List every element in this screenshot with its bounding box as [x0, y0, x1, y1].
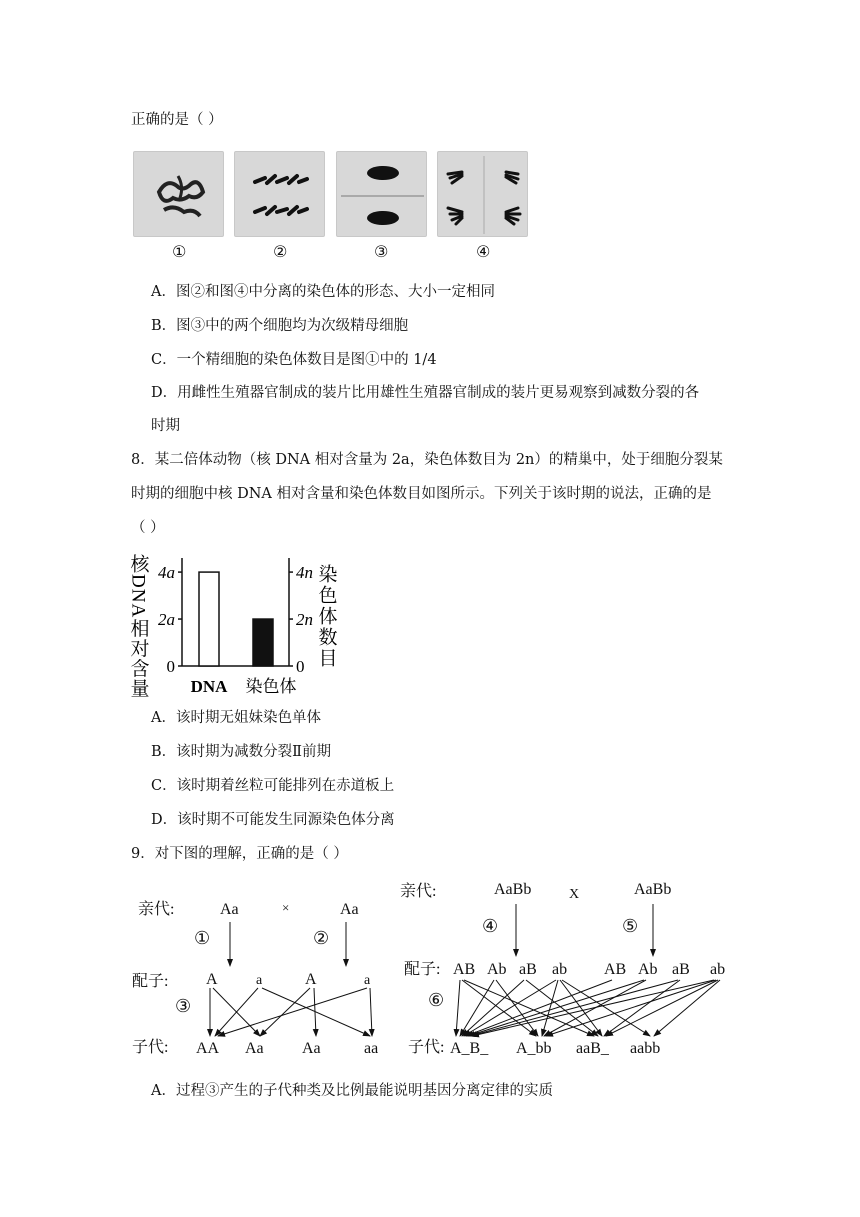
- cell-image-1: [133, 151, 224, 237]
- gamete-4: a: [364, 973, 371, 988]
- right-tick-label: 4n: [296, 563, 313, 583]
- gamete-5: AB: [604, 961, 627, 978]
- q8-stem-line2: 时期的细胞中核 DNA 相对含量和染色体数目如图所示。下列关于该时期的说法，正确的是: [131, 486, 712, 502]
- step-label-3: ③: [175, 996, 192, 1016]
- offspring-2: Aa: [245, 1040, 264, 1057]
- gamete-row-label: 配子:: [404, 961, 441, 978]
- q8-stem-line3: （ ）: [131, 520, 165, 536]
- left-tick-label: 4a: [158, 563, 175, 583]
- offspring-3: aaB_: [576, 1040, 609, 1057]
- q7-option-b: B．图③中的两个细胞均为次级精母细胞: [151, 318, 409, 334]
- step-label-1: ①: [194, 928, 211, 948]
- cross-symbol: ×: [282, 900, 290, 915]
- bar-2: [253, 619, 273, 666]
- q7-option-c: C．一个精细胞的染色体数目是图①中的 1/4: [151, 352, 437, 368]
- cell-image-4: [437, 151, 528, 237]
- gamete-4: ab: [552, 961, 568, 978]
- step-label-4: ④: [482, 916, 499, 936]
- q8-option-c: C．该时期着丝粒可能排列在赤道板上: [151, 778, 395, 794]
- q9-option-a: A．过程③产生的子代种类及比例最能说明基因分离定律的实质: [151, 1083, 553, 1099]
- offspring-row-label: 子代:: [408, 1039, 445, 1056]
- fig-label-1: ①: [172, 242, 187, 261]
- fig-label-2: ②: [273, 242, 288, 261]
- q8-stem-line1: 8．某二倍体动物（核 DNA 相对含量为 2a，染色体数目为 2n）的精巢中，处于细胞分裂某: [131, 452, 723, 468]
- gamete-1: A: [206, 971, 218, 988]
- left-tick-label: 2a: [158, 610, 175, 630]
- q7-cell-figures: [131, 150, 531, 265]
- gamete-1: AB: [453, 961, 476, 978]
- right-axis-label: 染色体数目: [315, 564, 337, 669]
- gamete-3: A: [305, 971, 317, 988]
- bar-1: [199, 572, 219, 666]
- parent-row-label: 亲代:: [138, 901, 175, 918]
- offspring-row-label: 子代:: [132, 1039, 169, 1056]
- q7-option-d: D．用雌性生殖器官制成的装片比用雄性生殖器官制成的装片更易观察到减数分裂的各: [151, 385, 700, 401]
- q9-left-diagram: [130, 890, 400, 1065]
- right-tick-label: 0: [296, 657, 305, 676]
- q7-stem-tail: 正确的是（ ）: [131, 112, 223, 128]
- step-label-5: ⑤: [622, 916, 639, 936]
- q9-stem: 9．对下图的理解，正确的是（ ）: [131, 846, 348, 862]
- q8-option-a: A．该时期无姐妹染色单体: [151, 710, 321, 726]
- gamete-row-label: 配子:: [132, 973, 169, 990]
- q8-option-b: B．该时期为减数分裂Ⅱ前期: [151, 744, 332, 760]
- gamete-2: a: [256, 973, 263, 988]
- right-tick-label: 2n: [296, 610, 313, 630]
- cell-image-3: [336, 151, 427, 237]
- category-label-2: 染色体: [245, 677, 297, 696]
- parent-row-label: 亲代:: [400, 883, 437, 900]
- gamete-8: ab: [710, 961, 726, 978]
- left-axis-label: 核DNA相对含量: [127, 554, 149, 698]
- offspring-1: AA: [196, 1040, 220, 1057]
- q8-bar-chart: [126, 548, 346, 698]
- category-label-1: DNA: [190, 677, 228, 696]
- offspring-3: Aa: [302, 1040, 321, 1057]
- offspring-4: aa: [364, 1040, 379, 1057]
- offspring-1: A_B_: [450, 1040, 489, 1057]
- fig-label-4: ④: [476, 242, 491, 261]
- parent-genotype-1: Aa: [220, 901, 239, 918]
- step-label-2: ②: [313, 928, 330, 948]
- gamete-3: aB: [519, 961, 537, 978]
- gamete-2: Ab: [487, 961, 507, 978]
- fig-label-3: ③: [374, 242, 389, 261]
- parent-genotype-2: AaBb: [634, 881, 672, 898]
- q7-option-a: A．图②和图④中分离的染色体的形态、大小一定相同: [151, 284, 495, 300]
- q7-option-d-cont: 时期: [151, 418, 180, 434]
- step-label-6: ⑥: [428, 990, 445, 1010]
- offspring-4: aabb: [630, 1040, 661, 1057]
- left-tick-label: 0: [166, 657, 175, 676]
- gamete-6: Ab: [638, 961, 658, 978]
- q8-option-d: D．该时期不可能发生同源染色体分离: [151, 812, 395, 828]
- parent-genotype-1: AaBb: [494, 881, 532, 898]
- cell-image-2: [234, 151, 325, 237]
- parent-genotype-2: Aa: [340, 901, 359, 918]
- gamete-7: aB: [672, 961, 690, 978]
- cross-symbol: X: [569, 887, 580, 902]
- offspring-2: A_bb: [516, 1040, 552, 1057]
- q9-right-diagram: [398, 872, 738, 1062]
